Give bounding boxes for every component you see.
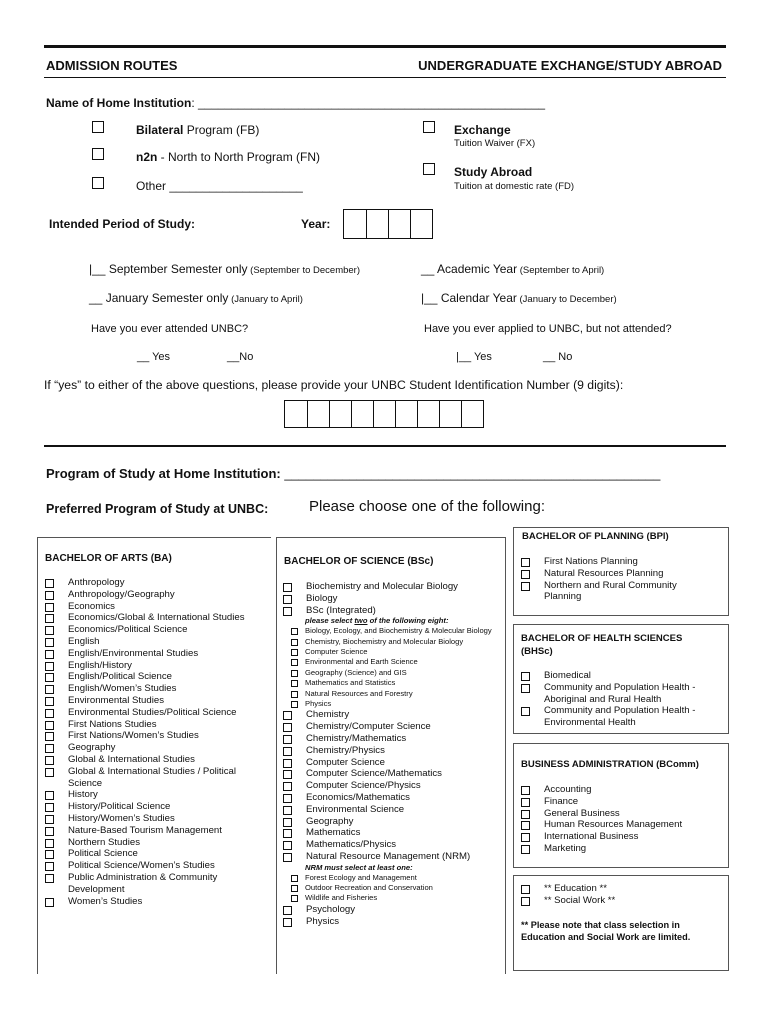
home-program-label: Program of Study at Home Institution: — [46, 466, 285, 481]
checkbox[interactable] — [45, 650, 54, 659]
item-label: Geography (Science) and GIS — [305, 667, 407, 677]
checkbox[interactable] — [291, 649, 298, 656]
item-label: English/Political Science — [68, 671, 172, 683]
checkbox[interactable] — [291, 659, 298, 666]
list-item — [283, 647, 503, 657]
checkbox[interactable] — [291, 875, 298, 882]
list-item — [283, 839, 503, 851]
checkbox[interactable] — [283, 723, 292, 732]
blank-line: |__ — [89, 262, 106, 276]
item-label: Human Resources Management — [544, 819, 683, 831]
checkbox[interactable] — [45, 709, 54, 718]
note-emphasis: two — [354, 616, 368, 626]
item-label: Community and Population Health - Aboriginal and Rural Health — [544, 681, 696, 705]
item-label: Forest Ecology and Management — [305, 872, 417, 882]
list-item — [45, 766, 260, 790]
applied-question: Have you ever applied to UNBC, but not attended? — [424, 323, 672, 335]
checkbox[interactable] — [291, 691, 298, 698]
list-item — [283, 657, 503, 667]
checkbox[interactable] — [45, 697, 54, 706]
checkbox[interactable] — [283, 818, 292, 827]
list-item — [45, 719, 260, 731]
checkbox[interactable] — [291, 895, 298, 902]
item-label: Global & International Studies — [68, 753, 195, 765]
list-item — [283, 699, 503, 709]
checkbox[interactable] — [283, 607, 292, 616]
list-item — [45, 872, 260, 896]
checkbox[interactable] — [45, 827, 54, 836]
list-item — [283, 637, 503, 647]
item-label: Chemistry — [306, 709, 350, 721]
home-program-row — [46, 466, 660, 481]
item-label: International Business — [544, 831, 639, 843]
checkbox[interactable] — [45, 898, 54, 907]
checkbox[interactable] — [283, 583, 292, 592]
home-institution-row — [46, 96, 545, 110]
item-label: Mathematics — [306, 827, 361, 839]
list-item — [45, 860, 260, 872]
item-label: Economics — [68, 600, 115, 612]
list-item — [283, 581, 503, 593]
checkbox[interactable] — [283, 806, 292, 815]
item-label: BSc (Integrated) — [306, 604, 376, 616]
checkbox[interactable] — [45, 579, 54, 588]
item-label: Chemistry/Computer Science — [306, 721, 431, 733]
list-item — [45, 896, 260, 908]
checkbox[interactable] — [521, 897, 530, 906]
checkbox[interactable] — [521, 821, 530, 830]
checkbox[interactable] — [45, 803, 54, 812]
list-item — [45, 636, 260, 648]
preferred-program-label: Preferred Program of Study at UNBC: — [46, 502, 269, 516]
item-label: Computer Science/Physics — [306, 780, 421, 792]
list-item — [521, 819, 711, 831]
checkbox[interactable] — [45, 685, 54, 694]
checkbox[interactable] — [45, 721, 54, 730]
period-january-option[interactable]: __ January Semester only (January to April) — [89, 291, 303, 305]
list-item — [521, 556, 711, 568]
checkbox[interactable] — [45, 732, 54, 741]
checkbox[interactable] — [291, 680, 298, 687]
bcomm-title: BUSINESS ADMINISTRATION (BComm) — [521, 759, 699, 770]
item-label: Public Administration & Community Development — [68, 871, 218, 895]
checkbox[interactable] — [45, 815, 54, 824]
attended-yes-option[interactable]: __ Yes — [137, 351, 171, 363]
checkbox[interactable] — [283, 711, 292, 720]
study-abroad-checkbox[interactable] — [423, 163, 435, 175]
list-item — [45, 848, 260, 860]
item-label: Northern Studies — [68, 836, 140, 848]
list-item — [521, 796, 711, 808]
note-text: NRM must select at least one: — [305, 862, 413, 872]
item-label: Computer Science — [306, 756, 385, 768]
item-label: Wildlife and Fisheries — [305, 893, 378, 903]
item-label: Global & International Studies / Political Science — [68, 765, 236, 789]
item-label: History/Women’s Studies — [68, 812, 175, 824]
checkbox[interactable] — [45, 673, 54, 682]
list-item — [521, 808, 711, 820]
item-label: Geography — [68, 742, 116, 754]
list-item — [45, 624, 260, 636]
nrm-note — [283, 863, 503, 873]
item-label: Environmental Science — [306, 803, 405, 815]
list-item — [521, 895, 711, 907]
item-label: Chemistry/Physics — [306, 744, 385, 756]
list-item — [283, 757, 503, 769]
checkbox[interactable] — [283, 906, 292, 915]
item-label: First Nations/Women’s Studies — [68, 730, 199, 742]
checkbox[interactable] — [521, 798, 530, 807]
applied-no-option[interactable]: __ No — [543, 351, 573, 363]
checkbox[interactable] — [521, 833, 530, 842]
list-item — [283, 804, 503, 816]
list-item — [45, 707, 260, 719]
item-label: Computer Science — [305, 647, 368, 656]
checkbox[interactable] — [283, 735, 292, 744]
list-item — [521, 580, 711, 604]
checkbox[interactable] — [283, 770, 292, 779]
item-label: First Nations Studies — [68, 718, 157, 730]
list-item — [521, 682, 711, 706]
checkbox[interactable] — [45, 862, 54, 871]
checkbox[interactable] — [291, 639, 298, 646]
item-label: Psychology — [306, 903, 356, 915]
checkbox[interactable] — [45, 839, 54, 848]
exchange-checkbox[interactable] — [423, 121, 435, 133]
list-item — [283, 816, 503, 828]
item-label: First Nations Planning — [544, 556, 638, 567]
item-label: Natural Resources and Forestry — [305, 688, 413, 698]
checkbox[interactable] — [45, 662, 54, 671]
checkbox[interactable] — [283, 853, 292, 862]
list-item — [283, 883, 503, 893]
bilateral-label: Bilateral Program (FB) — [136, 123, 260, 137]
attended-question: Have you ever attended UNBC? — [91, 323, 249, 335]
item-label: Environmental Studies/Political Science — [68, 706, 237, 718]
item-label: Nature-Based Tourism Management — [68, 824, 222, 836]
item-label: Natural Resource Management (NRM) — [306, 851, 471, 862]
bpl-list — [521, 556, 711, 603]
year-label: Year: — [301, 217, 331, 231]
note-text: please select — [305, 616, 355, 626]
intended-period-label: Intended Period of Study: — [49, 217, 195, 231]
checkbox[interactable] — [283, 759, 292, 768]
blank-line: __ — [421, 262, 435, 276]
bsc-title: BACHELOR OF SCIENCE (BSc) — [284, 556, 434, 567]
item-label: General Business — [544, 807, 620, 819]
bhsc-list — [521, 670, 711, 729]
checkbox[interactable] — [45, 638, 54, 647]
list-item — [283, 873, 503, 883]
list-item — [521, 670, 711, 682]
item-label: Chemistry, Biochemistry and Molecular Biology — [305, 636, 464, 646]
study-abroad-sub: Tuition at domestic rate (FD) — [454, 181, 575, 192]
checkbox[interactable] — [283, 747, 292, 756]
n2n-label: n2n - North to North Program (FN) — [136, 150, 321, 164]
list-item — [283, 626, 503, 636]
checkbox[interactable] — [45, 603, 54, 612]
item-label: Economics/Mathematics — [306, 792, 410, 804]
bhsc-title: BACHELOR OF HEALTH SCIENCES (BHSc) — [521, 633, 683, 657]
list-item — [45, 612, 260, 624]
list-item — [45, 660, 260, 672]
period-academic-option[interactable]: __ Academic Year (September to April) — [421, 262, 605, 276]
student-id-prompt: If “yes” to either of the above questions, please provide your UNBC Student Identification Number (9 digits): — [44, 378, 624, 392]
list-item — [45, 589, 260, 601]
list-item — [45, 742, 260, 754]
item-label: Environmental and Earth Science — [305, 657, 418, 667]
checkbox[interactable] — [521, 672, 530, 681]
home-program-field[interactable]: ____________________________________________________ — [284, 466, 661, 481]
list-item — [283, 593, 503, 605]
checkbox[interactable] — [45, 614, 54, 623]
list-item — [283, 709, 503, 721]
item-label: Anthropology/Geography — [68, 588, 175, 600]
list-item — [45, 730, 260, 742]
list-item — [521, 843, 711, 855]
checkbox[interactable] — [521, 707, 530, 716]
checkbox[interactable] — [45, 791, 54, 800]
checkbox[interactable] — [521, 810, 530, 819]
item-label: Geography — [306, 815, 354, 827]
item-label: Environmental Studies — [68, 694, 164, 706]
list-item — [283, 605, 503, 617]
item-label: Physics — [306, 915, 340, 927]
bpl-title: BACHELOR OF PLANNING (BPl) — [522, 531, 669, 542]
item-label: History/Political Science — [68, 801, 171, 813]
checkbox[interactable] — [521, 570, 530, 579]
item-label: Marketing — [544, 842, 587, 854]
admission-routes-heading: ADMISSION ROUTES — [46, 58, 178, 73]
list-item — [521, 568, 711, 580]
list-item — [283, 733, 503, 745]
blank-line: |__ — [421, 291, 438, 305]
checkbox[interactable] — [521, 558, 530, 567]
exchange-label: Exchange — [454, 123, 511, 137]
checkbox[interactable] — [521, 885, 530, 894]
bsc-list — [283, 581, 503, 927]
list-item — [45, 601, 260, 613]
item-label: English — [68, 635, 100, 647]
list-item — [521, 883, 711, 895]
list-item — [45, 813, 260, 825]
list-item — [45, 825, 260, 837]
list-item — [283, 745, 503, 757]
ba-title: BACHELOR OF ARTS (BA) — [45, 553, 172, 564]
list-item — [283, 678, 503, 688]
item-label: Biochemistry and Molecular Biology — [306, 581, 458, 592]
checkbox[interactable] — [283, 829, 292, 838]
checkbox[interactable] — [45, 874, 54, 883]
item-label: Accounting — [544, 784, 592, 795]
list-item — [283, 792, 503, 804]
list-item — [45, 695, 260, 707]
item-label: Computer Science/Mathematics — [306, 768, 442, 780]
period-calendar-option[interactable]: |__ Calendar Year (January to December) — [421, 291, 617, 305]
study-abroad-label: Study Abroad — [454, 165, 533, 179]
checkbox[interactable] — [45, 591, 54, 600]
item-label: Outdoor Recreation and Conservation — [305, 883, 433, 892]
other-checkbox[interactable] — [92, 177, 104, 189]
item-label: English/Women’s Studies — [68, 683, 177, 695]
section-rule — [44, 445, 726, 447]
item-label: Women’s Studies — [68, 895, 143, 907]
checkbox[interactable] — [283, 794, 292, 803]
list-item — [45, 671, 260, 683]
list-item — [521, 831, 711, 843]
item-label: Political Science — [68, 848, 138, 860]
list-item — [283, 768, 503, 780]
list-item — [283, 780, 503, 792]
item-label: Biology, Ecology, and Biochemistry & Molecular Biology — [305, 626, 492, 636]
bilateral-checkbox[interactable] — [92, 121, 104, 133]
list-item — [45, 648, 260, 660]
item-label: Community and Population Health - Environmental Health — [544, 705, 696, 729]
integrated-note — [283, 616, 503, 626]
checkbox[interactable] — [45, 850, 54, 859]
list-item — [45, 837, 260, 849]
student-id-boxes[interactable] — [284, 400, 484, 428]
top-rule — [44, 45, 726, 48]
checkbox[interactable] — [291, 885, 298, 892]
list-item — [283, 721, 503, 733]
list-item — [283, 827, 503, 839]
other-label[interactable]: Other ____________________ — [136, 179, 303, 193]
list-item — [283, 904, 503, 916]
item-label: English/History — [68, 659, 132, 671]
item-label: Economics/Global & International Studies — [68, 612, 245, 624]
limited-note: ** Please note that class selection in Education and Social Work are limited. — [521, 920, 691, 942]
item-label: Anthropology — [68, 577, 125, 588]
list-item — [45, 577, 260, 589]
checkbox[interactable] — [45, 626, 54, 635]
checkbox[interactable] — [283, 782, 292, 791]
home-institution-field[interactable]: : ____________________________________________________ — [191, 96, 546, 110]
item-label: Physics — [305, 699, 332, 709]
blank-line: __ — [89, 291, 103, 305]
list-item — [283, 893, 503, 903]
attended-no-option[interactable]: __No — [227, 351, 254, 363]
checkbox[interactable] — [283, 918, 292, 927]
item-label: Natural Resources Planning — [544, 567, 664, 579]
ba-list — [45, 577, 260, 907]
exchange-heading: UNDERGRADUATE EXCHANGE/STUDY ABROAD — [418, 58, 722, 73]
item-label: Mathematics/Physics — [306, 839, 397, 851]
item-label: History — [68, 789, 98, 801]
list-item — [283, 916, 503, 928]
list-item — [283, 851, 503, 863]
item-label: Biomedical — [544, 670, 591, 681]
applied-yes-option[interactable]: |__ Yes — [456, 351, 492, 363]
item-label: English/Environmental Studies — [68, 647, 199, 659]
bcomm-list — [521, 784, 711, 855]
limited-list — [521, 883, 711, 907]
checkbox[interactable] — [291, 628, 298, 635]
year-digit-boxes[interactable] — [343, 209, 433, 239]
item-label: ** Education ** — [544, 883, 607, 894]
checkbox[interactable] — [291, 701, 298, 708]
checkbox[interactable] — [291, 670, 298, 677]
period-september-option[interactable]: |__ September Semester only (September to December) — [89, 262, 361, 276]
header-rule — [44, 77, 726, 78]
checkbox[interactable] — [283, 841, 292, 850]
checkbox[interactable] — [521, 786, 530, 795]
checkbox[interactable] — [45, 744, 54, 753]
item-label: Biology — [306, 592, 338, 604]
checkbox[interactable] — [283, 595, 292, 604]
checkbox[interactable] — [45, 756, 54, 765]
n2n-checkbox[interactable] — [92, 148, 104, 160]
exchange-sub: Tuition Waiver (FX) — [454, 138, 536, 149]
list-item — [45, 801, 260, 813]
list-item — [283, 689, 503, 699]
list-item — [45, 683, 260, 695]
list-item — [45, 789, 260, 801]
note-text: of the following eight: — [367, 616, 449, 626]
home-institution-label: Name of Home Institution — [46, 96, 192, 110]
item-label: Mathematics and Statistics — [305, 678, 396, 688]
item-label: Northern and Rural Community Planning — [544, 579, 677, 603]
list-item — [283, 668, 503, 678]
list-item — [521, 784, 711, 796]
preferred-program-hint: Please choose one of the following: — [309, 498, 545, 515]
checkbox[interactable] — [521, 684, 530, 693]
checkbox[interactable] — [521, 582, 530, 591]
list-item — [521, 705, 711, 729]
checkbox[interactable] — [521, 845, 530, 854]
item-label: Economics/Political Science — [68, 624, 188, 636]
item-label: Political Science/Women’s Studies — [68, 860, 215, 872]
item-label: Finance — [544, 795, 579, 807]
list-item — [45, 754, 260, 766]
checkbox[interactable] — [45, 768, 54, 777]
item-label: Chemistry/Mathematics — [306, 733, 407, 745]
item-label: ** Social Work ** — [544, 894, 616, 906]
